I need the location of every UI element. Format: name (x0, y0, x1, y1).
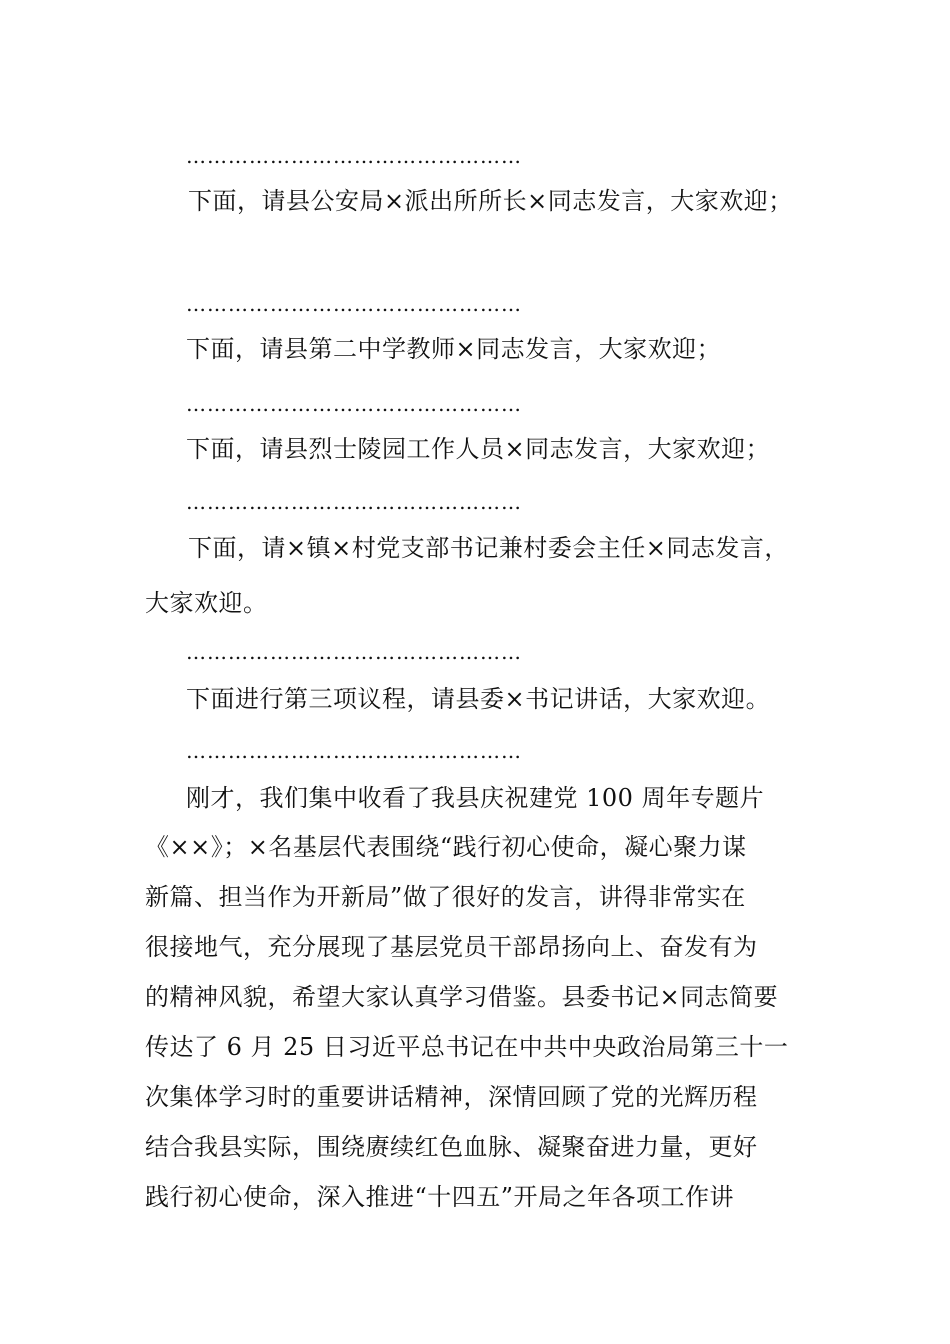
ellipsis-separator: ………………………………………… (186, 292, 522, 316)
paragraph-line: 下面，请县烈士陵园工作人员×同志发言，大家欢迎； (186, 435, 771, 463)
paragraph-line: 传达了 6 月 25 日习近平总书记在中共中央政治局第三十一 (145, 1033, 789, 1061)
ellipsis-separator: ………………………………………… (186, 392, 522, 416)
paragraph-line: 《××》；×名基层代表围绕“践行初心使命，凝心聚力谋 (145, 833, 747, 861)
paragraph-line: 很接地气，充分展现了基层党员干部昂扬向上、奋发有为 (145, 933, 758, 961)
paragraph-line: 大家欢迎。 (145, 589, 268, 617)
paragraph-line: 下面进行第三项议程，请县委×书记讲话，大家欢迎。 (186, 685, 771, 713)
ellipsis-separator: ………………………………………… (186, 739, 522, 763)
paragraph-line: 刚才，我们集中收看了我县庆祝建党 100 周年专题片 (186, 784, 765, 812)
paragraph-line: 下面，请×镇×村党支部书记兼村委会主任×同志发言， (188, 534, 789, 562)
paragraph-line: 的精神风貌，希望大家认真学习借鉴。县委书记×同志简要 (145, 983, 779, 1011)
paragraph-line: 下面，请县公安局×派出所所长×同志发言，大家欢迎； (188, 187, 793, 215)
paragraph-line: 下面，请县第二中学教师×同志发言，大家欢迎； (186, 335, 722, 363)
ellipsis-separator: ………………………………………… (186, 144, 522, 168)
paragraph-line: 践行初心使命，深入推进“十四五”开局之年各项工作讲 (145, 1183, 735, 1211)
ellipsis-separator: ………………………………………… (186, 490, 522, 514)
paragraph-line: 新篇、担当作为开新局”做了很好的发言，讲得非常实在 (145, 883, 746, 911)
ellipsis-separator: ………………………………………… (186, 640, 522, 664)
paragraph-line: 结合我县实际，围绕赓续红色血脉、凝聚奋进力量，更好 (145, 1133, 758, 1161)
paragraph-line: 次集体学习时的重要讲话精神，深情回顾了党的光辉历程 (145, 1083, 758, 1111)
